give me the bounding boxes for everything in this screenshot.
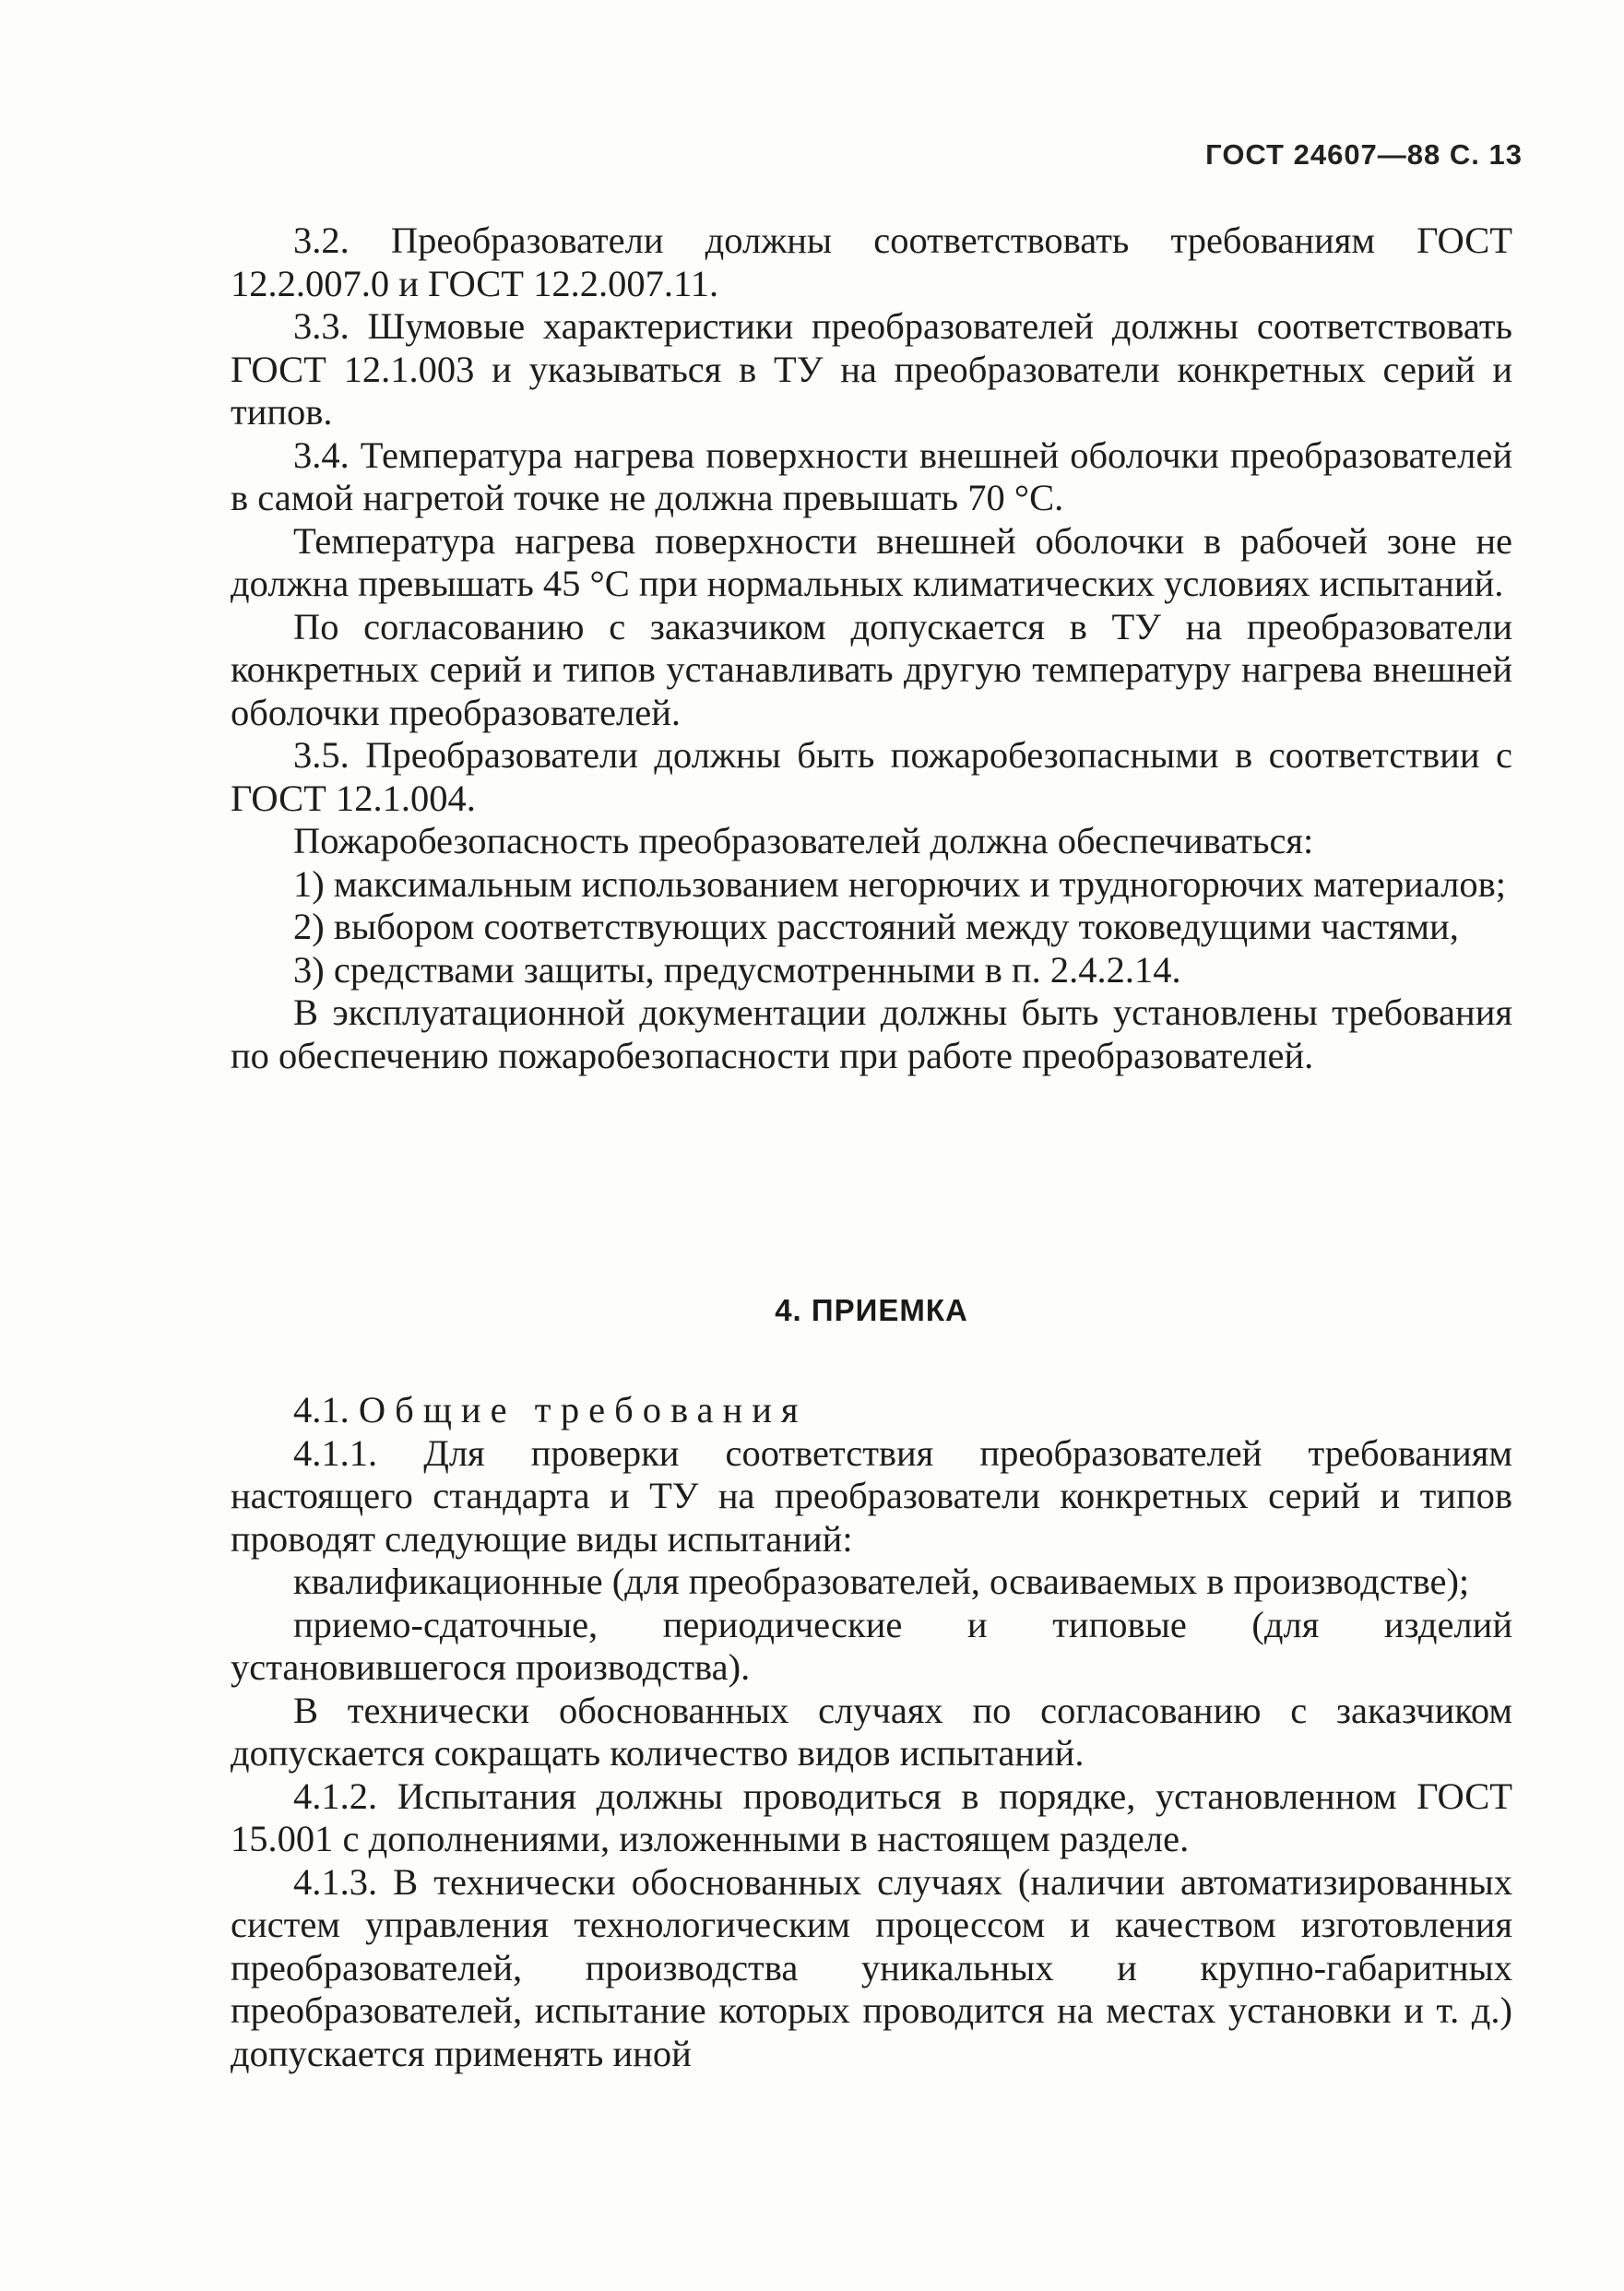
subheading-4-1 <box>231 1389 1512 1432</box>
paragraph-4-1-1: 4.1.1. Для проверки соответствия преобразователей требованиям настоящего стандарта и ТУ на преобразователи конкретных серий и типов проводят следующие виды испытаний: <box>231 1431 1512 1560</box>
list-item-2: 2) выбором соответствующих расстояний между токоведущими частями, <box>293 906 1459 947</box>
section-4-text <box>231 1389 1512 2075</box>
paragraph-fire-safety-intro: Пожаробезопасность преобразователей должна обеспечиваться: <box>293 820 1314 861</box>
list-item-3: 3) средствами защиты, предусмотренными в п. 2.4.2.14. <box>293 948 1181 991</box>
paragraph-4-1-2: 4.1.2. Испытания должны проводиться в порядке, установленном ГОСТ 15.001 с дополнениями, изложенными в настоящем разделе. <box>231 1775 1512 1859</box>
paragraph-operational-docs: В эксплуатационной документации должны быть установлены требования по обеспечению пожаробезопасности при работе преобразователей. <box>231 991 1512 1076</box>
paragraph-qualification-tests: квалификационные (для преобразователей, осваиваемых в производстве); <box>293 1561 1470 1602</box>
section-3-text <box>231 220 1512 1077</box>
paragraph-customer-agreement: По согласованию с заказчиком допускается в ТУ на преобразователи конкретных серий и типов устанавливать другую температуру нагрева внешней оболочки преобразователей. <box>231 605 1512 733</box>
section-heading: 4. ПРИЕМКА <box>775 1293 968 1327</box>
paragraph-acceptance-tests: приемо-сдаточные, периодические и типовые (для изделий установившегося производства). <box>231 1603 1512 1688</box>
paragraph-3-5: 3.5. Преобразователи должны быть пожаробезопасными в соответствии с ГОСТ 12.1.004. <box>231 734 1512 819</box>
paragraph-working-zone-temperature: Температура нагрева поверхности внешней оболочки в рабочей зоне не должна превышать 45 °С при нормальных климатических условиях испытаний. <box>231 519 1512 604</box>
paragraph-4-1-3: 4.1.3. В технически обоснованных случаях (наличии автоматизированных систем управления технологическим процессом и качеством изготовления преобразователей, производства уникальных и крупно-габаритных преобразователей, испытание которых проводится на местах установки и т. д.) допускается применять иной <box>231 1860 1512 2074</box>
paragraph-3-3: 3.3. Шумовые характеристики преобразователей должны соответствовать ГОСТ 12.1.003 и указываться в ТУ на преобразователи конкретных серий и типов. <box>231 305 1512 433</box>
subheading-number: 4.1. <box>293 1389 350 1430</box>
list-item-1: 1) максимальным использованием негорючих и трудногорючих материалов; <box>293 862 1506 905</box>
paragraph-3-4: 3.4. Температура нагрева поверхности внешней оболочки преобразователей в самой нагретой точке не должна превышать 70 °С. <box>231 433 1512 518</box>
paragraph-3-2: 3.2. Преобразователи должны соответствовать требованиям ГОСТ 12.2.007.0 и ГОСТ 12.2.007.11. <box>231 220 1512 304</box>
subheading-title: Общие требования <box>358 1389 808 1430</box>
running-header: ГОСТ 24607—88 С. 13 <box>1205 138 1523 171</box>
paragraph-reduce-tests: В технически обоснованных случаях по согласованию с заказчиком допускается сокращать количество видов испытаний. <box>231 1689 1512 1774</box>
